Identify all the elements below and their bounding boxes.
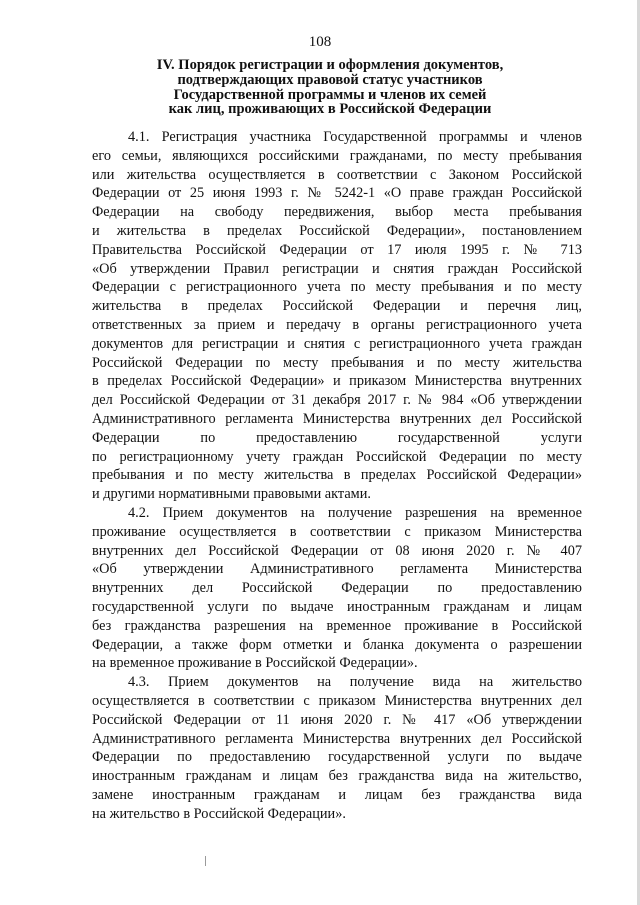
paragraph-line: внутренних дел Российской Федерации по предоставлению [92, 580, 582, 597]
paragraph-line: в пределах Российской Федерации» и приказом Министерства внутренних [92, 373, 582, 390]
paragraph-line: его семьи, являющихся российскими гражданами, по месту пребывания [92, 147, 582, 164]
document-body [92, 128, 582, 823]
paragraph-line: Административного регламента Министерства внутренних дел Российской [92, 410, 582, 427]
section-heading [120, 58, 540, 117]
paragraph-line: Федерации на свободу передвижения, выбор места пребывания [92, 204, 582, 221]
paragraph-line: Российской Федерации по месту пребывания и по месту жительства [92, 354, 582, 371]
paragraph-line: Российской Федерации от 11 июня 2020 г. № 417 «Об утверждении [92, 711, 582, 728]
paragraph-line: Федерации, а также форм отметки и бланка документа о разрешении [92, 636, 582, 653]
paragraph-line: на временное проживание в Российской Федерации». [92, 655, 418, 672]
paragraph-line: Федерации от 25 июня 1993 г. № 5242-1 «О праве граждан Российской [92, 185, 582, 202]
paragraph-2 [92, 504, 582, 673]
heading-line: подтверждающих правовой статус участников [177, 71, 483, 88]
paragraph-line: Административного регламента Министерства внутренних дел Российской [92, 730, 582, 747]
paragraph-line: Федерации по предоставлению государственной услуги по выдаче [92, 749, 582, 766]
paragraph-line: и другими нормативными правовыми актами. [92, 486, 371, 503]
paragraph-line: дел Российской Федерации от 31 декабря 2017 г. № 984 «Об утверждении [92, 392, 582, 409]
paragraph-line: и жительства в пределах Российской Федерации», постановлением [92, 222, 582, 239]
scan-mark [205, 856, 206, 866]
paragraph-line: по регистрационному учету граждан Российской Федерации по месту [92, 448, 582, 465]
paragraph-line: или жительства осуществляется в соответствии с Законом Российской [92, 166, 582, 183]
heading-line: Государственной программы и членов их семей [173, 86, 487, 103]
paragraph-line: государственной услуги по выдаче иностранным гражданам и лицам [92, 598, 582, 615]
paragraph-line: иностранным гражданам и лицам без гражданства вида на жительство, [92, 768, 582, 785]
paragraph-line: 4.1. Регистрация участника Государственной программы и членов [128, 129, 582, 145]
paragraph-line: «Об утверждении Правил регистрации и снятия граждан Российской [92, 260, 582, 277]
paragraph-line: осуществляется в соответствии с приказом Министерства внутренних дел [92, 692, 582, 709]
paragraph-line: замене иностранным гражданам и лицам без гражданства вида [92, 786, 582, 803]
heading-line: IV. Порядок регистрации и оформления документов, [156, 57, 504, 73]
paragraph-1 [92, 128, 582, 504]
paragraph-line: документов для регистрации и снятия с регистрационного учета граждан [92, 335, 582, 352]
paragraph-line: 4.2. Прием документов на получение разрешения на временное [128, 504, 582, 521]
paragraph-line: проживание осуществляется в соответствии с приказом Министерства [92, 523, 582, 540]
paragraph-line: внутренних дел Российской Федерации от 08 июня 2020 г. № 407 [92, 542, 582, 559]
paragraph-line: Федерации с регистрационного учета по месту пребывания и по месту [92, 279, 582, 296]
paragraph-line: ответственных за прием и передачу в органы регистрационного учета [92, 316, 582, 333]
paragraph-line: без гражданства разрешения на временное проживание в Российской [92, 617, 582, 634]
paragraph-line: «Об утверждении Административного регламента Министерства [92, 561, 582, 578]
paragraph-line: пребывания и по месту жительства в пределах Российской Федерации» [92, 467, 582, 484]
paragraph-3 [92, 673, 582, 823]
paragraph-line: Правительства Российской Федерации от 17 июля 1995 г. № 713 [92, 241, 582, 258]
paragraph-line: жительства в пределах Российской Федерации и перечня лиц, [92, 298, 582, 315]
paragraph-line: на жительство в Российской Федерации». [92, 805, 346, 822]
paragraph-line: Федерации по предоставлению государственной услуги [92, 429, 582, 446]
heading-line: как лиц, проживающих в Российской Федерации [168, 101, 492, 118]
paragraph-line: 4.3. Прием документов на получение вида на жительство [128, 674, 582, 691]
page-number: 108 [308, 34, 332, 50]
